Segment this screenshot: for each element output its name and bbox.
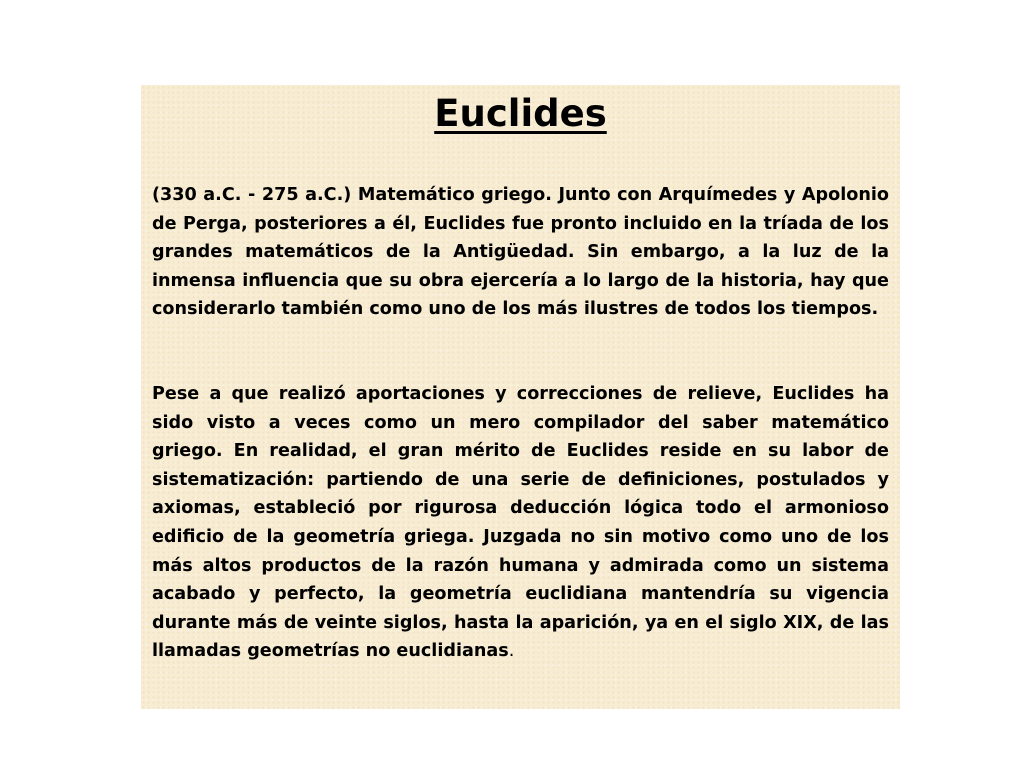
slide-title: Euclides	[434, 92, 607, 135]
slide-panel	[141, 85, 900, 709]
paragraph-intro: (330 a.C. - 275 a.C.) Matemático griego. Junto con Arquímedes y Apolonio de Perga, posteriores a él, Euclides fue pronto incluido en la tríada de los grandes matemáticos de la Antigüedad. Sin embargo, a la luz de la inmensa influencia que su obra ejercería a lo largo de la historia, hay que considerarlo también como uno de los más ilustres de todos los tiempos.	[152, 185, 889, 320]
paragraph-legacy-period: .	[508, 641, 515, 662]
paragraph-legacy-text: Pese a que realizó aportaciones y correcciones de relieve, Euclides ha sido visto a veces como un mero compilador del saber matemático griego. En realidad, el gran mérito de Euclides reside en su labor de sistematización: partiendo de una serie de definiciones, postulados y axiomas, estableció por rigurosa deducción lógica todo el armonioso edificio de la geometría griega. Juzgada no sin motivo como uno de los más altos productos de la razón humana y admirada como un sistema acabado y perfecto, la geometría euclidiana mantendría su vigencia durante más de veinte siglos, hasta la aparición, ya en el siglo XIX, de las llamadas geometrías no euclidianas	[152, 383, 889, 662]
paragraph-legacy	[152, 380, 889, 666]
